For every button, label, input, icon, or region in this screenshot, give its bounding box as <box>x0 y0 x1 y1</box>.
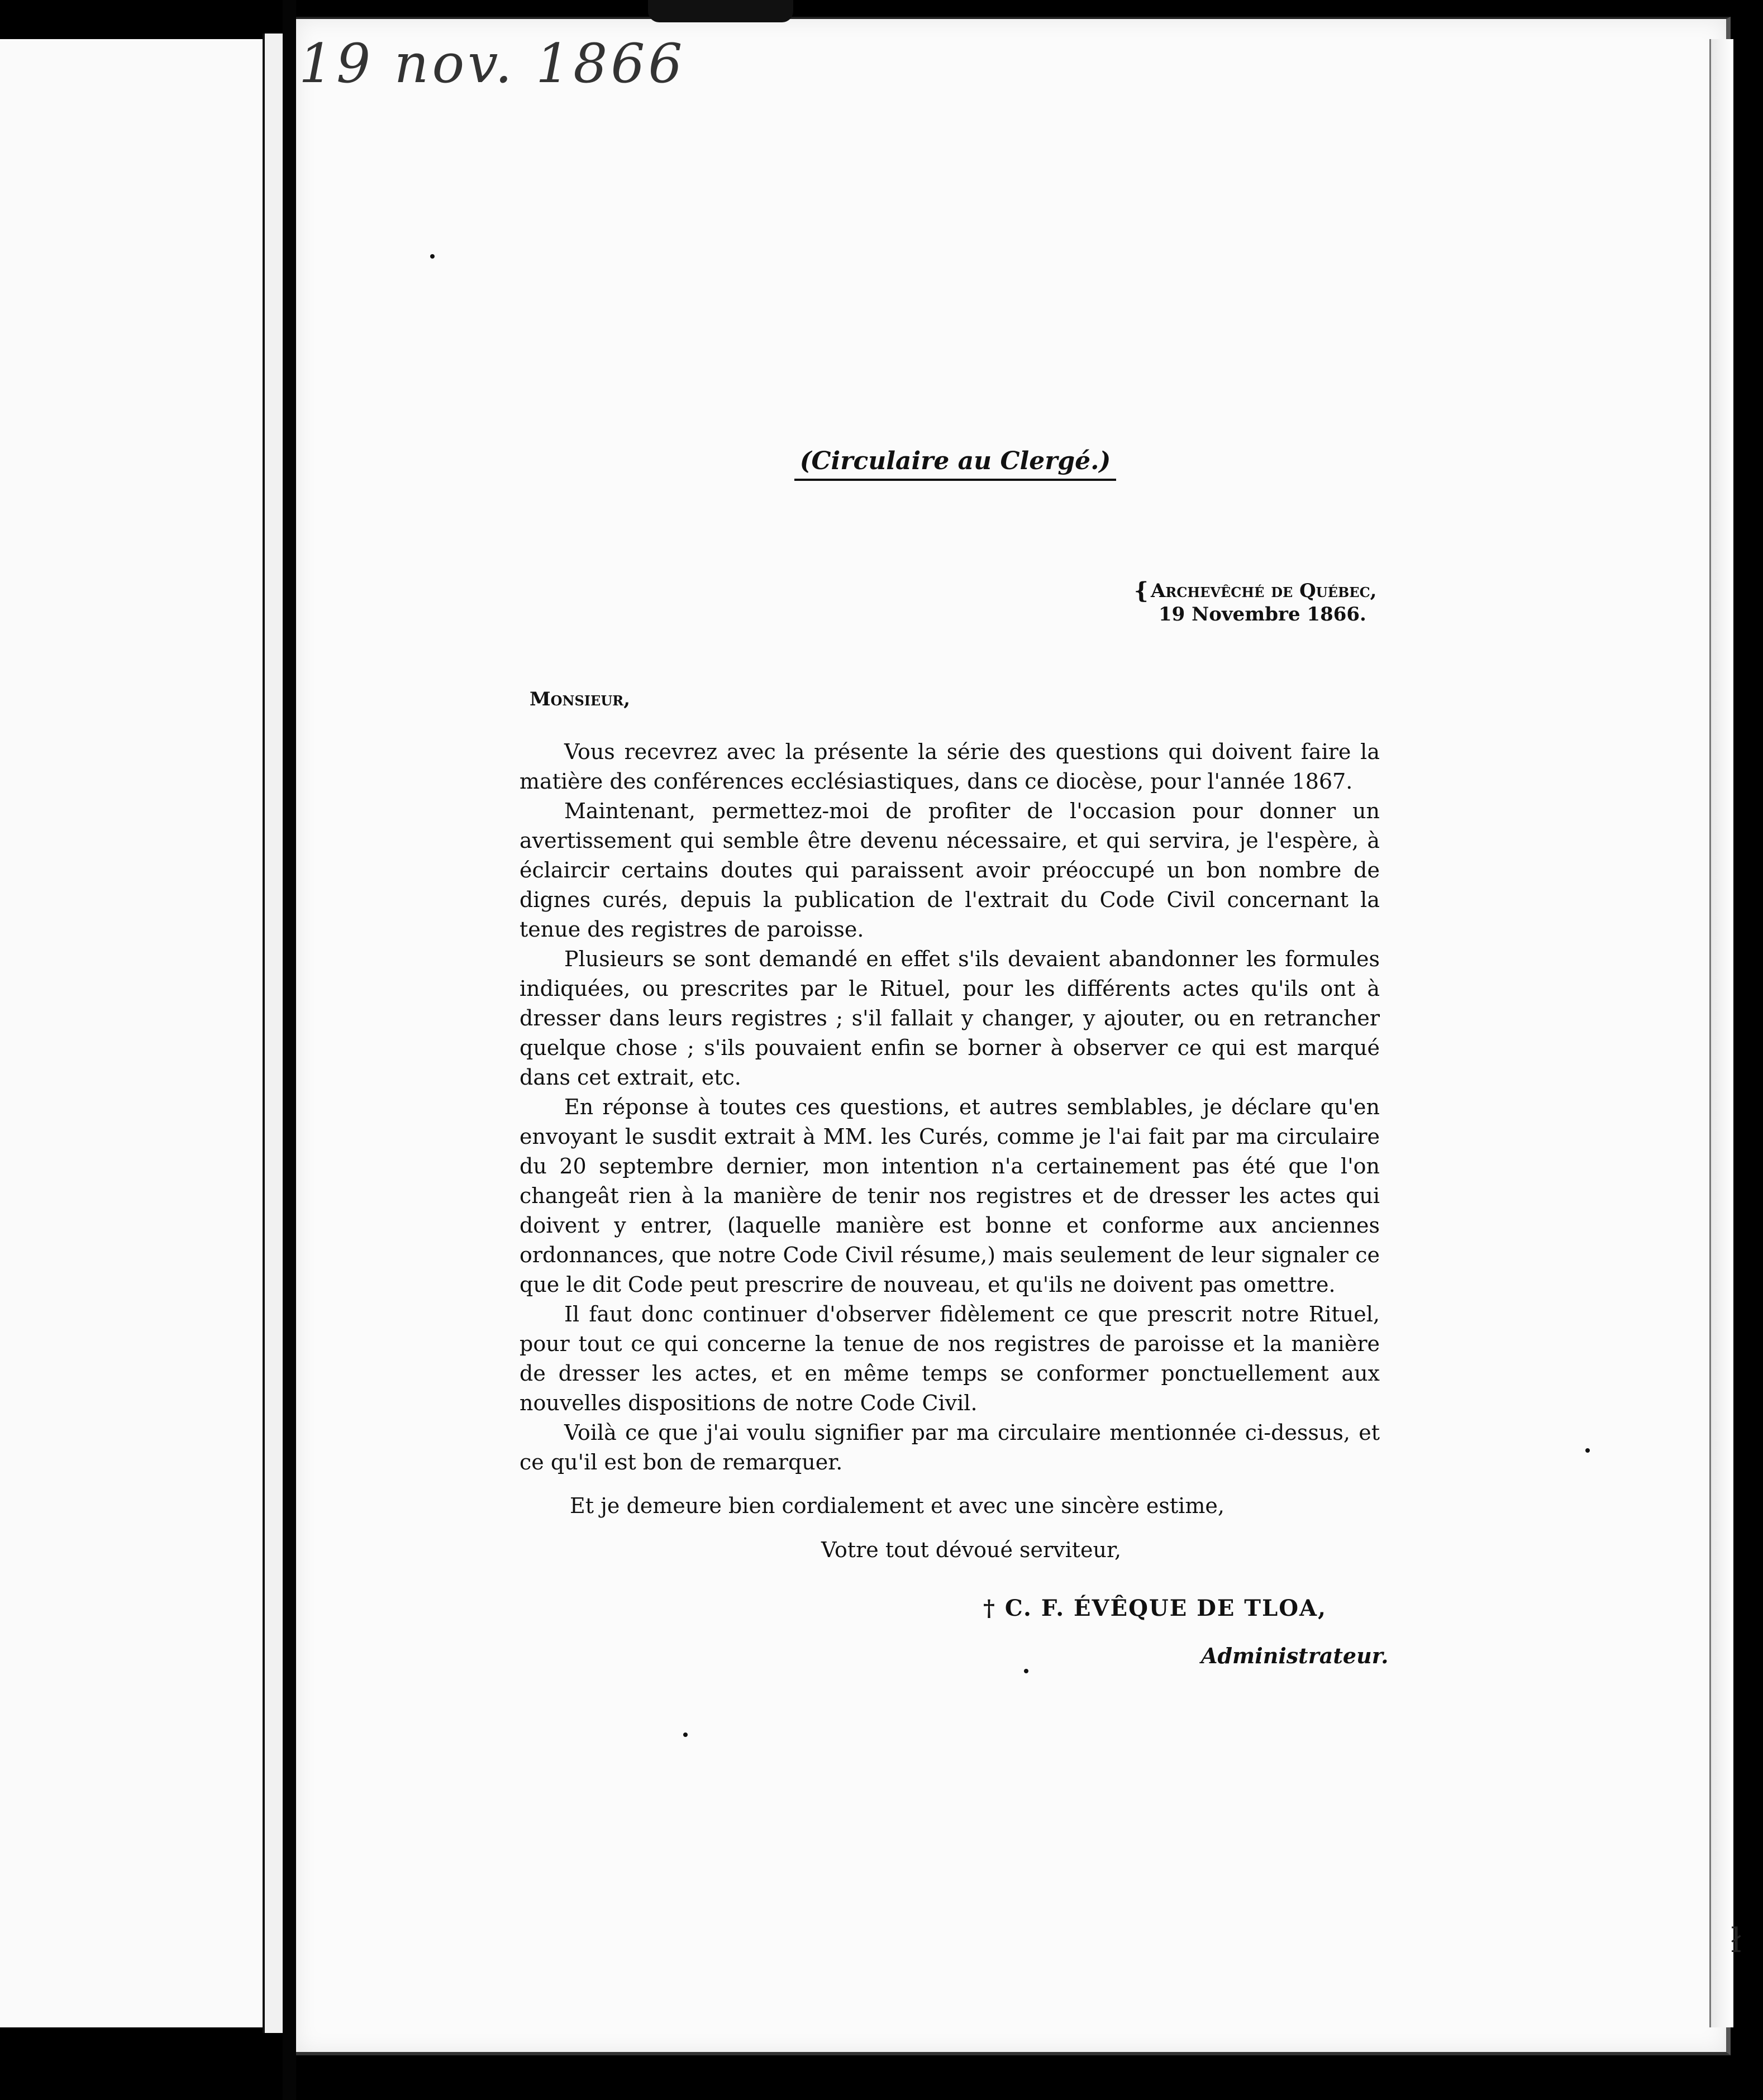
handwritten-date: 19 nov. 1866 <box>299 32 686 95</box>
signature: † C. F. ÉVÊQUE DE TLOA, <box>983 1595 1327 1621</box>
paragraph: Il faut donc continuer d'observer fidèlement ce que prescrit notre Rituel, pour tout ce qui concerne la tenue de nos registres de paroisse et la manière de dresser les actes, et en même temps se conformer ponctuellement aux nouvelles dispositions de notre Code Civil. <box>520 1302 1380 1415</box>
letter-content <box>520 447 1389 1668</box>
paragraph: Vous recevrez avec la présente la série des questions qui doivent faire la matière des conférences ecclésiastiques, dans ce diocèse, pour l'année 1867. <box>520 739 1380 794</box>
speck <box>1585 1448 1590 1453</box>
closing-formula: Votre tout dévoué serviteur, <box>821 1538 1122 1562</box>
paragraph: Maintenant, permettez-moi de profiter de l'occasion pour donner un avertissement qui semble être devenu nécessaire, et qui servira, je l'espère, à éclaircir certains doutes qui paraissent avoir préoccupé un bon nombre de dignes curés, depuis la publication de l'extrait du Code Civil concernant la tenue des registres de paroisse. <box>520 799 1380 942</box>
facing-page <box>0 39 266 2027</box>
brace-mark: { <box>1134 578 1149 604</box>
paragraph: Voilà ce que j'ai voulu signifier par ma circulaire mentionnée ci-dessus, et ce qu'il est bon de remarquer. <box>520 1420 1380 1474</box>
binding-tab <box>648 0 793 22</box>
closing-block <box>520 1491 1380 1565</box>
speck <box>430 254 435 259</box>
corner-pencil-mark: ł <box>1731 1921 1742 1960</box>
closing-line: Et je demeure bien cordialement et avec une sincère estime, <box>570 1493 1224 1518</box>
place: Archevêché de Québec, <box>1151 580 1377 602</box>
heading-text: (Circulaire au Clergé.) <box>794 447 1117 481</box>
place-date-block <box>1134 578 1397 626</box>
speck <box>683 1732 688 1737</box>
signatory-title: Administrateur. <box>1201 1643 1389 1668</box>
letter-body <box>520 737 1380 1477</box>
paragraph: En réponse à toutes ces questions, et autres semblables, je déclare qu'en envoyant le susdit extrait à MM. les Curés, comme je l'ai fait par ma circulaire du 20 septembre dernier, mon intention n'a certainement pas été que l'on changeât rien à la manière de tenir nos registres et de dresser les actes qui doivent y entrer, (laquelle manière est bonne et conforme aux anciennes ordonnances, que notre Code Civil résume,) mais seulement de leur signaler ce que le dit Code peut prescrire de nouveau, et qu'ils ne doivent pas omettre. <box>520 1095 1380 1297</box>
date: 19 Novembre 1866. <box>1159 603 1366 626</box>
circular-heading <box>609 447 1302 481</box>
paragraph: Plusieurs se sont demandé en effet s'ils devaient abandonner les formules indiquées, ou prescrites par le Rituel, pour les différents actes qu'ils ont à dresser dans leurs registres ; s'il fallait y changer, y ajouter, ou en retrancher quelque chose ; s'ils pouvaient enfin se borner à observer ce qui est marqué dans cet extrait, etc. <box>520 947 1380 1090</box>
salutation: Monsieur, <box>530 688 631 710</box>
book-spine <box>283 0 296 2100</box>
page-edge-right <box>1709 39 1733 2027</box>
speck <box>1024 1669 1028 1673</box>
